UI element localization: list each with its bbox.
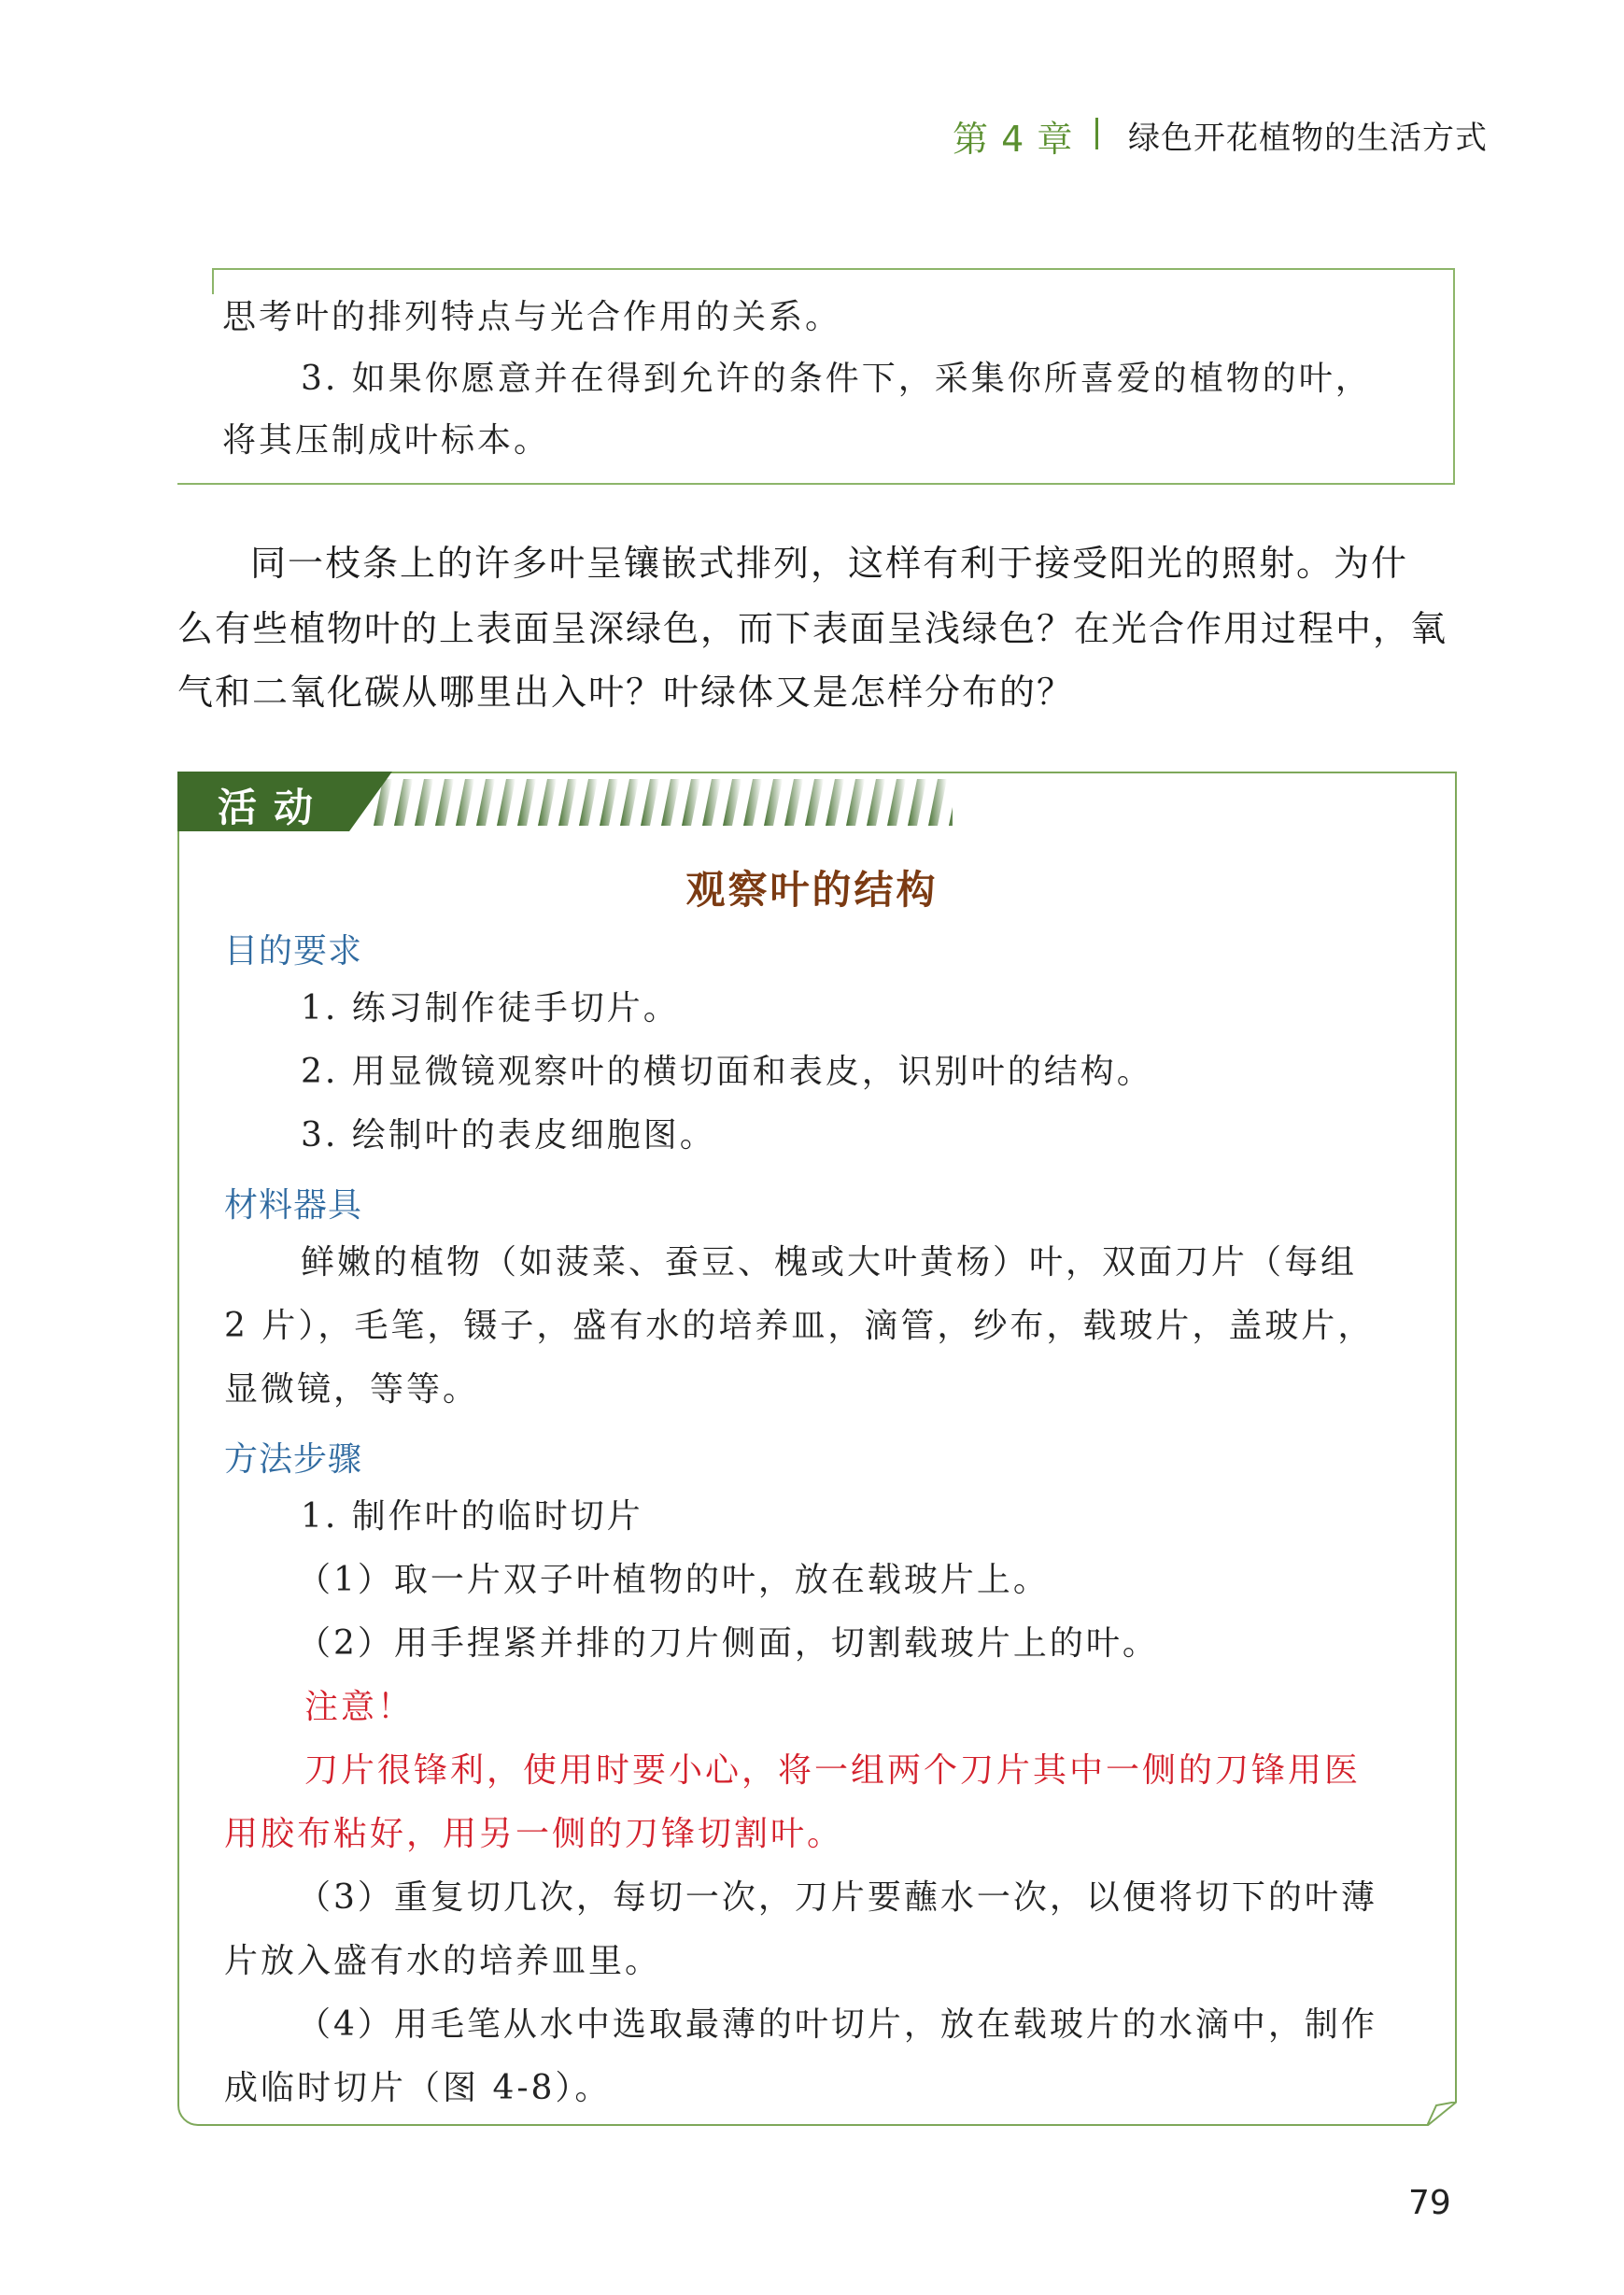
method-substep-4: （4）用毛笔从水中选取最薄的叶切片，放在载玻片的水滴中，制作: [297, 2005, 1377, 2044]
materials-line-1: 鲜嫩的植物（如菠菜、蚕豆、槐或大叶黄杨）叶，双面刀片（每组: [301, 1243, 1358, 1282]
warning-line-1: 刀片很锋利，使用时要小心，将一组两个刀片其中一侧的刀锋用医: [304, 1751, 1362, 1790]
paragraph-line-3: 气和二氧化碳从哪里出入叶？叶绿体又是怎样分布的？: [177, 672, 1075, 713]
method-substep-1: （1）取一片双子叶植物的叶，放在载玻片上。: [297, 1561, 1050, 1599]
method-substep-3-cont: 片放入盛有水的培养皿里。: [224, 1942, 662, 1980]
method-heading: 方法步骤: [224, 1440, 363, 1479]
method-step-1: 1. 制作叶的临时切片: [301, 1497, 643, 1536]
warning-heading: 注意！: [304, 1688, 415, 1726]
method-substep-3: （3）重复切几次，每切一次，刀片要蘸水一次，以便将切下的叶薄: [297, 1878, 1377, 1917]
top-box-line-1: 思考叶的排列特点与光合作用的关系。: [222, 298, 842, 336]
paragraph-line-2: 么有些植物叶的上表面呈深绿色，而下表面呈浅绿色？在光合作用过程中，氧: [177, 608, 1448, 649]
chapter-label: 第 4 章: [953, 119, 1074, 160]
page-number: 79: [1408, 2184, 1451, 2222]
top-box-line-2: 3. 如果你愿意并在得到允许的条件下，采集你所喜爱的植物的叶，: [301, 360, 1372, 398]
page-curl-icon: [1427, 2102, 1457, 2126]
goal-heading: 目的要求: [224, 932, 363, 970]
goal-item-1: 1. 练习制作徒手切片。: [301, 989, 680, 1027]
activity-title: 观察叶的结构: [685, 867, 939, 913]
activity-tab-label: 活动: [218, 785, 331, 830]
goal-item-2: 2. 用显微镜观察叶的横切面和表皮，识别叶的结构。: [301, 1053, 1153, 1091]
activity-box: [177, 772, 1457, 2126]
warning-line-2: 用胶布粘好，用另一侧的刀锋切割叶。: [224, 1815, 844, 1853]
method-substep-4-cont: 成临时切片（图 4-8）。: [224, 2069, 612, 2107]
header-divider: [1095, 118, 1098, 149]
materials-line-2: 2 片），毛笔，镊子，盛有水的培养皿，滴管，纱布，载玻片，盖玻片，: [224, 1307, 1375, 1345]
materials-heading: 材料器具: [224, 1186, 363, 1225]
goal-item-3: 3. 绘制叶的表皮细胞图。: [301, 1116, 716, 1155]
materials-line-3: 显微镜，等等。: [224, 1370, 480, 1409]
decorative-stripes: [374, 779, 953, 826]
method-substep-2: （2）用手捏紧并排的刀片侧面，切割载玻片上的叶。: [297, 1624, 1159, 1663]
top-box-line-3: 将其压制成叶标本。: [222, 421, 551, 460]
chapter-title: 绿色开花植物的生活方式: [1128, 120, 1488, 157]
paragraph-line-1: 同一枝条上的许多叶呈镶嵌式排列，这样有利于接受阳光的照射。为什: [250, 543, 1409, 584]
